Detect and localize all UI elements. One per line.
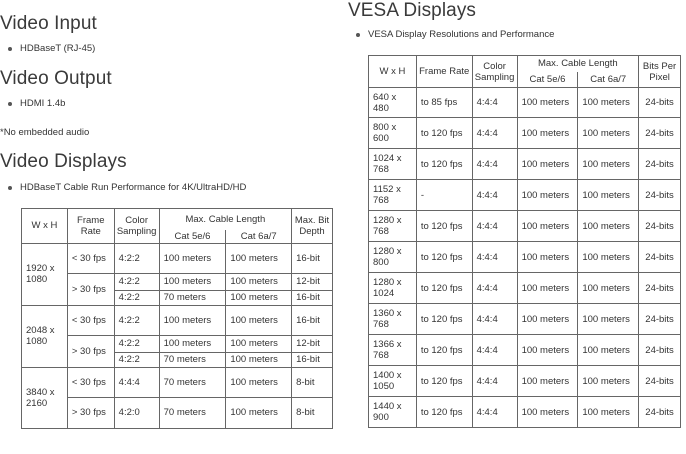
col-header-cat5: Cat 5e/6: [159, 230, 226, 244]
resolution-cell: 1280 x 1024: [369, 273, 417, 304]
sampling-cell: 4:2:2: [114, 290, 159, 305]
cat5-cell: 70 meters: [159, 290, 226, 305]
table-row: [369, 118, 681, 149]
resolution-cell: 1440 x 900: [369, 397, 417, 428]
frame-rate-cell: to 120 fps: [416, 242, 472, 273]
col-header-frame-rate: Frame Rate: [416, 56, 472, 88]
list-item: VESA Display Resolutions and Performance: [348, 29, 554, 41]
bits-cell: 24-bits: [639, 397, 681, 428]
table-row: [369, 180, 681, 211]
resolution-cell: 640 x 480: [369, 88, 417, 118]
sampling-cell: 4:2:2: [114, 305, 159, 335]
bit-depth-cell: 8-bit: [292, 367, 333, 397]
frame-rate-cell: to 120 fps: [416, 366, 472, 397]
bits-cell: 24-bits: [639, 118, 681, 149]
resolution-cell: 1366 x 768: [369, 335, 417, 366]
bits-cell: 24-bits: [639, 335, 681, 366]
sampling-cell: 4:4:4: [472, 149, 517, 180]
sampling-cell: 4:4:4: [472, 273, 517, 304]
col-header-frame-rate: Frame Rate: [67, 209, 114, 244]
cat6-cell: 100 meters: [226, 273, 292, 290]
bits-cell: 24-bits: [639, 366, 681, 397]
resolution-cell: 3840 x 2160: [22, 367, 68, 428]
cat6-cell: 100 meters: [578, 366, 639, 397]
cat5-cell: 100 meters: [517, 180, 578, 211]
vesa-displays-table: [368, 55, 681, 428]
video-input-list: [0, 43, 95, 55]
resolution-cell: 1152 x 768: [369, 180, 417, 211]
col-header-color-sampling: Color Sampling: [114, 209, 159, 244]
sampling-cell: 4:4:4: [472, 180, 517, 211]
list-item: HDMI 1.4b: [0, 98, 65, 110]
col-header-max-bit-depth: Max. Bit Depth: [292, 209, 333, 244]
table-row: [369, 211, 681, 242]
resolution-cell: 1280 x 800: [369, 242, 417, 273]
sampling-cell: 4:4:4: [472, 118, 517, 149]
cat6-cell: 100 meters: [578, 149, 639, 180]
video-output-heading: Video Output: [0, 68, 112, 89]
bits-cell: 24-bits: [639, 242, 681, 273]
table-row: [369, 304, 681, 335]
bit-depth-cell: 12-bit: [292, 335, 333, 352]
cat5-cell: 100 meters: [517, 149, 578, 180]
table-row: [22, 305, 333, 335]
sampling-cell: 4:2:0: [114, 397, 159, 428]
sampling-cell: 4:2:2: [114, 335, 159, 352]
cat5-cell: 100 meters: [159, 243, 226, 273]
frame-rate-cell: < 30 fps: [67, 243, 114, 273]
col-header-max-cable-length: Max. Cable Length: [159, 209, 291, 230]
cat6-cell: 100 meters: [578, 211, 639, 242]
cat5-cell: 100 meters: [517, 211, 578, 242]
table-row: [22, 397, 333, 428]
table-row: [369, 366, 681, 397]
cat6-cell: 100 meters: [226, 243, 292, 273]
cat6-cell: 100 meters: [226, 352, 292, 367]
table-row: [369, 88, 681, 118]
sampling-cell: 4:4:4: [472, 88, 517, 118]
bits-cell: 24-bits: [639, 149, 681, 180]
cat6-cell: 100 meters: [578, 335, 639, 366]
sampling-cell: 4:4:4: [472, 211, 517, 242]
table-row: [22, 335, 333, 352]
cat5-cell: 100 meters: [517, 273, 578, 304]
bit-depth-cell: 16-bit: [292, 290, 333, 305]
list-item: HDBaseT (RJ-45): [0, 43, 95, 55]
col-header-cat6: Cat 6a/7: [578, 72, 639, 88]
bits-cell: 24-bits: [639, 304, 681, 335]
resolution-cell: 1360 x 768: [369, 304, 417, 335]
bits-cell: 24-bits: [639, 180, 681, 211]
cat6-cell: 100 meters: [226, 397, 292, 428]
table-header-row: [369, 56, 681, 72]
sampling-cell: 4:4:4: [472, 366, 517, 397]
bits-cell: 24-bits: [639, 273, 681, 304]
cat5-cell: 70 meters: [159, 367, 226, 397]
frame-rate-cell: > 30 fps: [67, 397, 114, 428]
bits-cell: 24-bits: [639, 211, 681, 242]
sampling-cell: 4:4:4: [472, 304, 517, 335]
table-row: [22, 243, 333, 273]
resolution-cell: 1400 x 1050: [369, 366, 417, 397]
frame-rate-cell: > 30 fps: [67, 273, 114, 305]
col-header-cat5: Cat 5e/6: [517, 72, 578, 88]
col-header-wxh: W x H: [369, 56, 417, 88]
cat5-cell: 100 meters: [517, 118, 578, 149]
table-row: [369, 242, 681, 273]
cat6-cell: 100 meters: [578, 88, 639, 118]
cat5-cell: 100 meters: [517, 304, 578, 335]
table-row: [369, 149, 681, 180]
frame-rate-cell: to 85 fps: [416, 88, 472, 118]
frame-rate-cell: to 120 fps: [416, 397, 472, 428]
table-row: [369, 273, 681, 304]
col-header-cat6: Cat 6a/7: [226, 230, 292, 244]
sampling-cell: 4:4:4: [472, 397, 517, 428]
sampling-cell: 4:4:4: [472, 335, 517, 366]
col-header-wxh: W x H: [22, 209, 68, 244]
cat6-cell: 100 meters: [226, 335, 292, 352]
sampling-cell: 4:2:2: [114, 243, 159, 273]
cat5-cell: 100 meters: [517, 366, 578, 397]
bits-cell: 24-bits: [639, 88, 681, 118]
frame-rate-cell: to 120 fps: [416, 118, 472, 149]
video-displays-heading: Video Displays: [0, 151, 127, 172]
list-item: HDBaseT Cable Run Performance for 4K/UltraHD/HD: [0, 182, 246, 194]
cat6-cell: 100 meters: [226, 367, 292, 397]
cat5-cell: 100 meters: [517, 335, 578, 366]
table-row: [369, 335, 681, 366]
frame-rate-cell: to 120 fps: [416, 211, 472, 242]
frame-rate-cell: to 120 fps: [416, 149, 472, 180]
frame-rate-cell: to 120 fps: [416, 304, 472, 335]
cat6-cell: 100 meters: [226, 290, 292, 305]
resolution-cell: 1024 x 768: [369, 149, 417, 180]
cat5-cell: 100 meters: [159, 273, 226, 290]
cat5-cell: 100 meters: [517, 88, 578, 118]
bit-depth-cell: 16-bit: [292, 305, 333, 335]
cat6-cell: 100 meters: [226, 305, 292, 335]
cat5-cell: 100 meters: [517, 242, 578, 273]
video-displays-list: [0, 182, 246, 194]
cat5-cell: 70 meters: [159, 397, 226, 428]
vesa-displays-heading: VESA Displays: [348, 0, 477, 21]
cat6-cell: 100 meters: [578, 118, 639, 149]
video-input-heading: Video Input: [0, 13, 97, 34]
col-header-max-cable-length: Max. Cable Length: [517, 56, 639, 72]
frame-rate-cell: to 120 fps: [416, 335, 472, 366]
resolution-cell: 2048 x 1080: [22, 305, 68, 367]
sampling-cell: 4:4:4: [472, 242, 517, 273]
sampling-cell: 4:4:4: [114, 367, 159, 397]
video-displays-table: [21, 208, 333, 429]
cat6-cell: 100 meters: [578, 304, 639, 335]
bit-depth-cell: 12-bit: [292, 273, 333, 290]
bit-depth-cell: 16-bit: [292, 243, 333, 273]
video-output-list: [0, 98, 65, 110]
frame-rate-cell: -: [416, 180, 472, 211]
resolution-cell: 800 x 600: [369, 118, 417, 149]
cat6-cell: 100 meters: [578, 397, 639, 428]
table-row: [22, 273, 333, 290]
frame-rate-cell: < 30 fps: [67, 367, 114, 397]
resolution-cell: 1280 x 768: [369, 211, 417, 242]
col-header-bits-per-pixel: Bits Per Pixel: [639, 56, 681, 88]
cat6-cell: 100 meters: [578, 273, 639, 304]
cat5-cell: 100 meters: [517, 397, 578, 428]
sampling-cell: 4:2:2: [114, 273, 159, 290]
cat6-cell: 100 meters: [578, 180, 639, 211]
resolution-cell: 1920 x 1080: [22, 243, 68, 305]
vesa-list: [348, 29, 554, 41]
cat5-cell: 70 meters: [159, 352, 226, 367]
sampling-cell: 4:2:2: [114, 352, 159, 367]
col-header-color-sampling: Color Sampling: [472, 56, 517, 88]
table-row: [22, 367, 333, 397]
table-row: [369, 397, 681, 428]
cat5-cell: 100 meters: [159, 305, 226, 335]
cat5-cell: 100 meters: [159, 335, 226, 352]
no-audio-note: *No embedded audio: [0, 127, 90, 138]
frame-rate-cell: < 30 fps: [67, 305, 114, 335]
cat6-cell: 100 meters: [578, 242, 639, 273]
table-header-row: [22, 209, 333, 230]
frame-rate-cell: to 120 fps: [416, 273, 472, 304]
frame-rate-cell: > 30 fps: [67, 335, 114, 367]
bit-depth-cell: 8-bit: [292, 397, 333, 428]
bit-depth-cell: 16-bit: [292, 352, 333, 367]
